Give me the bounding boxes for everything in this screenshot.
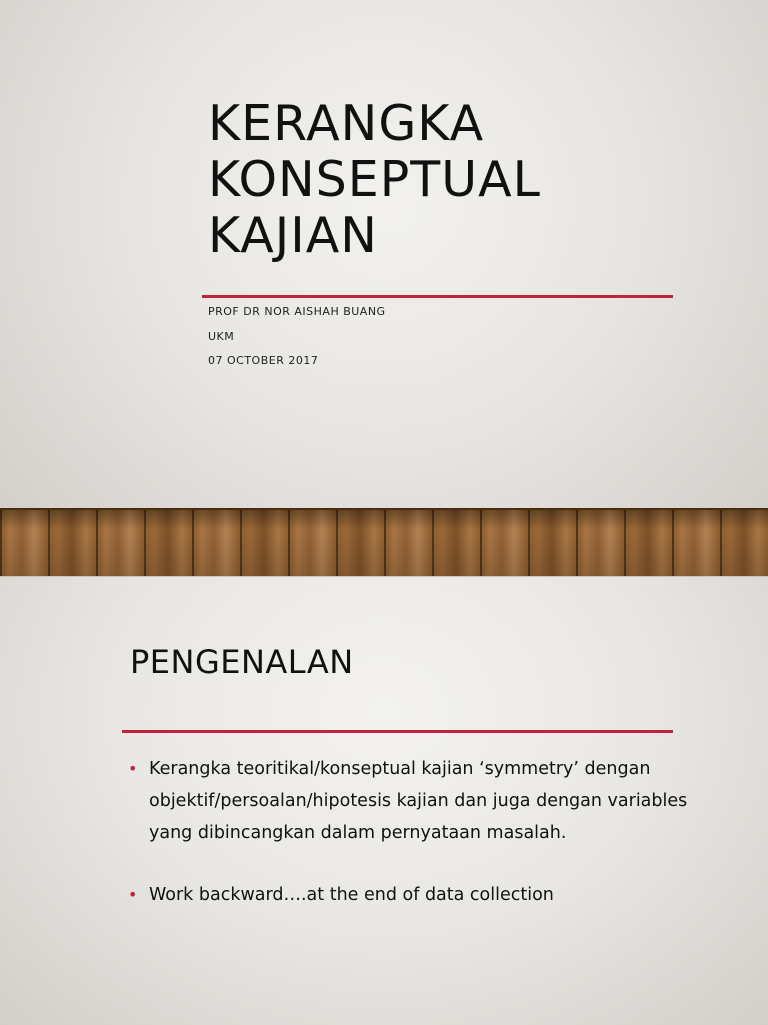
bullet-icon: • — [128, 759, 138, 778]
bullet-icon: • — [128, 885, 138, 904]
wood-floor-decoration — [0, 510, 768, 576]
bullet-list — [128, 753, 688, 911]
title-line: KONSEPTUAL — [208, 151, 541, 208]
title-divider — [202, 295, 673, 298]
title-line: KAJIAN — [208, 207, 378, 264]
list-item — [128, 753, 688, 849]
slide-title — [208, 96, 728, 264]
institution-text: UKM — [208, 330, 235, 343]
date-text: 07 OCTOBER 2017 — [208, 354, 319, 367]
slide-heading: PENGENALAN — [130, 643, 354, 681]
content-slide — [0, 576, 768, 1025]
bullet-text: Kerangka teoritikal/konseptual kajian ‘symmetry’ dengan objektif/persoalan/hipotesis kajian dan juga dengan variables yang dibincangkan dalam pernyataan masalah. — [149, 759, 688, 843]
heading-divider — [122, 730, 673, 733]
title-line: KERANGKA — [208, 95, 485, 152]
author-text: PROF DR NOR AISHAH BUANG — [208, 305, 386, 318]
list-item — [128, 879, 688, 911]
bullet-text: Work backward….at the end of data collection — [149, 885, 554, 905]
